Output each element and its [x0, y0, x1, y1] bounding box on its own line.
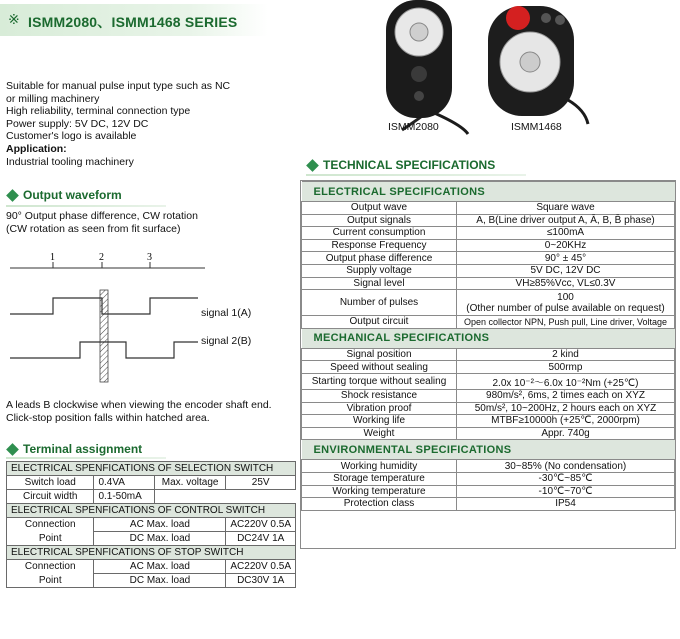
environmental-value: 30~85% (No condensation)	[457, 460, 675, 473]
electrical-label: Output signals	[302, 214, 457, 227]
tick-label-1: 1	[50, 252, 55, 263]
electrical-value: ≤100mA	[457, 227, 675, 240]
technical-title: TECHNICAL SPECIFICATIONS	[323, 158, 496, 172]
switch-load-value: 0.4VA	[94, 476, 154, 490]
terminal-title: Terminal assignment	[23, 442, 143, 456]
technical-heading	[308, 158, 495, 172]
empty-cell	[154, 490, 295, 504]
signal-a-label: signal 1(A)	[201, 307, 252, 319]
electrical-value: A, B(Line driver output A, Ā, B, B̄ phase)	[457, 214, 675, 227]
control-dc-value: DC24V 1A	[226, 532, 296, 546]
spec-table	[301, 181, 675, 511]
electrical-label: Response Frequency	[302, 239, 457, 252]
intro-line: Customer's logo is available	[6, 130, 137, 143]
environmental-title: ENVIRONMENTAL SPECIFICATIONS	[302, 440, 675, 460]
output-waveform-title: Output waveform	[23, 188, 122, 202]
electrical-title: ELECTRICAL SPECIFICATIONS	[302, 182, 675, 202]
circuit-label: Output circuit	[302, 316, 457, 329]
mechanical-value: 500rmp	[457, 361, 675, 374]
electrical-value: VH≥85%Vcc, VL≤0.3V	[457, 277, 675, 290]
mechanical-row	[302, 415, 675, 428]
electrical-label: Signal level	[302, 277, 457, 290]
stop-switch-title: ELECTRICAL SPENFICATIONS OF STOP SWITCH	[7, 546, 296, 560]
mechanical-label: Weight	[302, 427, 457, 440]
mechanical-row	[302, 389, 675, 402]
circuit-width-label: Circuit width	[7, 490, 94, 504]
page-title: ISMM2080、ISMM1468 SERIES	[28, 14, 238, 30]
mechanical-row	[302, 402, 675, 415]
environmental-row	[302, 498, 675, 511]
mechanical-label: Starting torque without sealing	[302, 373, 457, 389]
waveform-diagram	[0, 248, 300, 388]
environmental-row	[302, 460, 675, 473]
mechanical-label: Speed without sealing	[302, 361, 457, 374]
mechanical-value: 980m/s², 6ms, 2 times each on XYZ	[457, 389, 675, 402]
environmental-value: -10℃~70℃	[457, 485, 675, 498]
stop-dc-label: DC Max. load	[94, 574, 226, 588]
intro-block	[6, 80, 230, 168]
environmental-label: Storage temperature	[302, 472, 457, 485]
electrical-label: Supply voltage	[302, 264, 457, 277]
control-switch-title: ELECTRICAL SPENFICATIONS OF CONTROL SWITCH	[7, 504, 296, 518]
control-ac-value: AC220V 0.5A	[226, 518, 296, 532]
spec-box	[300, 180, 676, 549]
control-ac-label: AC Max. load	[94, 518, 226, 532]
section-underline	[6, 205, 166, 207]
electrical-row	[302, 227, 675, 240]
pulses-note: (Other number of pulse available on request)	[466, 302, 665, 314]
stop-ac-label: AC Max. load	[94, 560, 226, 574]
electrical-value: 90° ± 45°	[457, 252, 675, 265]
environmental-row	[302, 472, 675, 485]
electrical-value: 5V DC, 12V DC	[457, 264, 675, 277]
environmental-label: Working humidity	[302, 460, 457, 473]
product-photo-ismm1468	[480, 0, 590, 125]
mechanical-value: 2.0x 10⁻²～6.0x 10⁻²Nm (+25℃)	[457, 373, 675, 389]
electrical-label: Output phase difference	[302, 252, 457, 265]
pulses-label: Number of pulses	[302, 290, 457, 316]
electrical-row	[302, 264, 675, 277]
circuit-value: Open collector NPN, Push pull, Line driver, Voltage	[457, 316, 675, 329]
pulses-cell	[457, 290, 675, 316]
selection-switch-title: ELECTRICAL SPENFICATIONS OF SELECTION SWITCH	[7, 462, 296, 476]
application-label: Application:	[6, 142, 67, 155]
diamond-bullet-icon	[6, 189, 19, 202]
environmental-value: -30℃~85℃	[457, 472, 675, 485]
intro-line: High reliability, terminal connection type	[6, 105, 191, 118]
intro-line: or milling machinery	[6, 92, 100, 105]
mechanical-title: MECHANICAL SPECIFICATIONS	[302, 328, 675, 348]
stop-point-label: Point	[7, 574, 94, 588]
environmental-row	[302, 485, 675, 498]
max-voltage-value: 25V	[226, 476, 296, 490]
intro-line: Power supply: 5V DC, 12V DC	[6, 117, 149, 130]
tick-label-2: 2	[99, 252, 104, 263]
output-waveform-heading	[8, 188, 122, 202]
intro-line: Suitable for manual pulse input type such as NC	[6, 80, 231, 92]
mechanical-value: 50m/s², 10~200Hz, 2 hours each on XYZ	[457, 402, 675, 415]
mechanical-label: Vibration proof	[302, 402, 457, 415]
mechanical-row	[302, 427, 675, 440]
waveform-note-2: Click-stop position falls within hatched area.	[6, 412, 210, 424]
pulses-value: 100	[557, 291, 574, 303]
diamond-bullet-icon	[6, 443, 19, 456]
electrical-label: Output wave	[302, 202, 457, 215]
mechanical-value: MTBF≥10000h (+25℃, 2000rpm)	[457, 415, 675, 428]
mechanical-label: Shock resistance	[302, 389, 457, 402]
header-mark: ※	[8, 11, 20, 27]
mechanical-row	[302, 361, 675, 374]
product-photo-ismm2080	[372, 0, 472, 135]
terminal-heading	[8, 442, 142, 456]
section-underline	[6, 457, 166, 459]
mechanical-label: Working life	[302, 415, 457, 428]
stop-ac-value: AC220V 0.5A	[226, 560, 296, 574]
environmental-label: Protection class	[302, 498, 457, 511]
electrical-row	[302, 214, 675, 227]
switch-load-label: Switch load	[7, 476, 94, 490]
signal-b-label: signal 2(B)	[201, 335, 252, 347]
stop-connection-label: Connection	[7, 560, 94, 574]
diamond-bullet-icon	[306, 159, 319, 172]
mechanical-label: Signal position	[302, 348, 457, 361]
control-dc-label: DC Max. load	[94, 532, 226, 546]
environmental-label: Working temperature	[302, 485, 457, 498]
control-point-label: Point	[7, 532, 94, 546]
circuit-width-value: 0.1-50mA	[94, 490, 154, 504]
max-voltage-label: Max. voltage	[154, 476, 226, 490]
waveform-desc-1: 90° Output phase difference, CW rotation	[6, 210, 198, 222]
mechanical-row	[302, 348, 675, 361]
control-connection-label: Connection	[7, 518, 94, 532]
product-label-ismm2080: ISMM2080	[388, 121, 439, 133]
section-underline	[306, 174, 526, 176]
mechanical-value: 2 kind	[457, 348, 675, 361]
electrical-row	[302, 202, 675, 215]
electrical-row	[302, 277, 675, 290]
tick-label-3: 3	[147, 252, 152, 263]
electrical-value: 0~20KHz	[457, 239, 675, 252]
application-text: Industrial tooling machinery	[6, 155, 134, 168]
electrical-label: Current consumption	[302, 227, 457, 240]
stop-dc-value: DC30V 1A	[226, 574, 296, 588]
environmental-value: IP54	[457, 498, 675, 511]
mechanical-value: Appr. 740g	[457, 427, 675, 440]
electrical-value: Square wave	[457, 202, 675, 215]
waveform-note-1: A leads B clockwise when viewing the encoder shaft end.	[6, 399, 272, 411]
product-label-ismm1468: ISMM1468	[511, 121, 562, 133]
electrical-row	[302, 252, 675, 265]
electrical-row	[302, 239, 675, 252]
terminal-table	[6, 461, 296, 588]
waveform-desc-2: (CW rotation as seen from fit surface)	[6, 223, 181, 235]
mechanical-row	[302, 373, 675, 389]
